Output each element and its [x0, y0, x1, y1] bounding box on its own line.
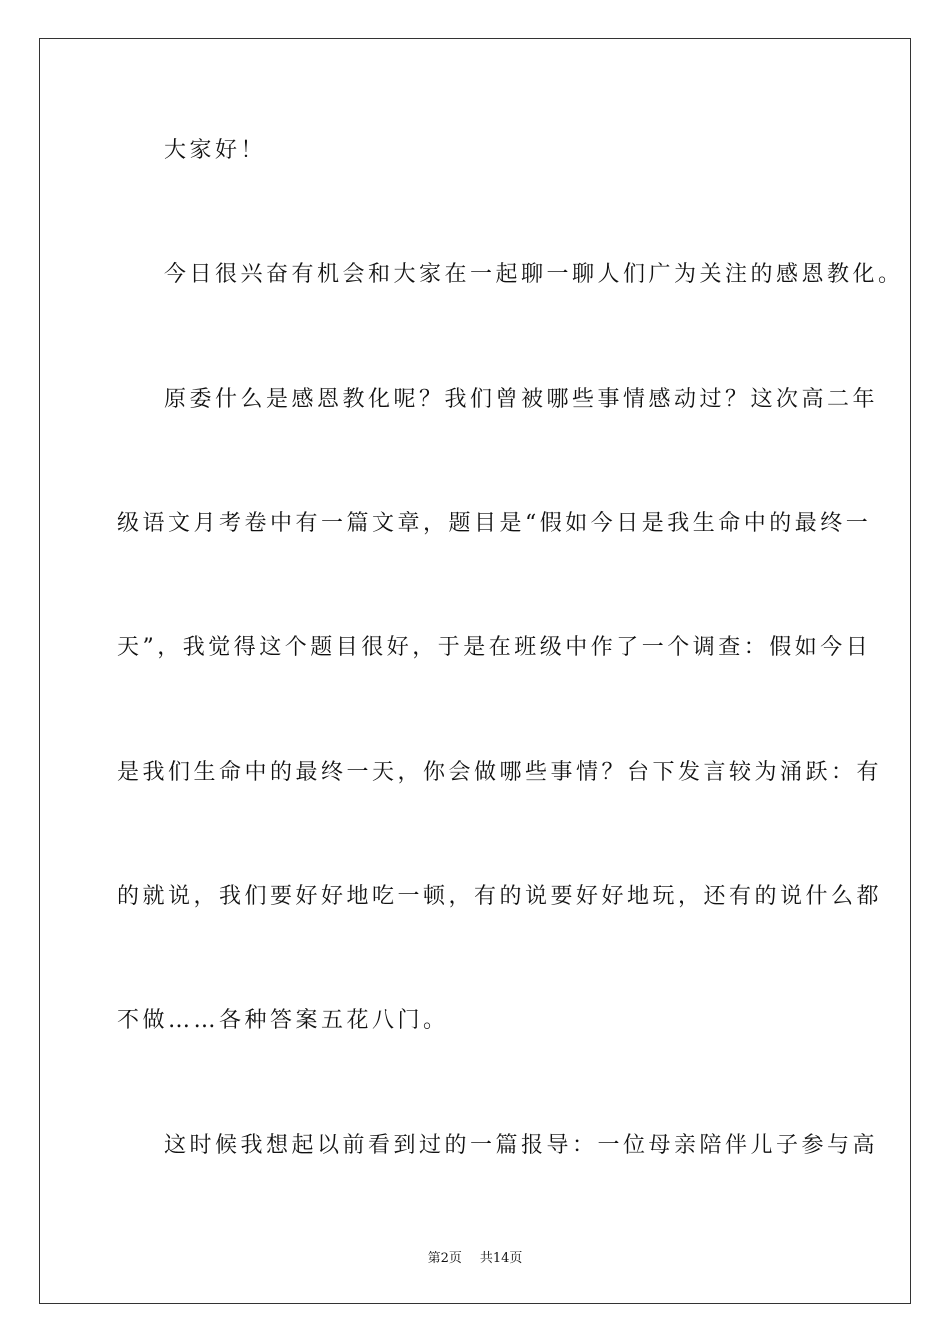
paragraph-line: 是我们生命中的最终一天，你会做哪些事情？台下发言较为涌跃：有 — [117, 760, 883, 785]
paragraph-line: 这时候我想起以前看到过的一篇报导：一位母亲陪伴儿子参与高 — [164, 1133, 879, 1158]
paragraph-line: 的就说，我们要好好地吃一顿，有的说要好好地玩，还有的说什么都 — [117, 884, 883, 909]
paragraph-line: 天”，我觉得这个题目很好，于是在班级中作了一个调查：假如今日 — [117, 635, 872, 660]
paragraph-line: 级语文月考卷中有一篇文章，题目是“假如今日是我生命中的最终一 — [117, 511, 872, 536]
page-footer — [0, 1247, 950, 1266]
page-frame — [39, 38, 911, 1304]
paragraph-line: 原委什么是感恩教化呢？我们曾被哪些事情感动过？这次高二年 — [164, 387, 879, 412]
paragraph-line: 不做……各种答案五花八门。 — [117, 1008, 449, 1033]
greeting-line: 大家好！ — [164, 138, 267, 163]
page-total: 共14页 — [479, 1251, 523, 1266]
paragraph-line: 今日很兴奋有机会和大家在一起聊一聊人们广为关注的感恩教化。 — [164, 262, 904, 287]
page-number: 第2页 — [427, 1251, 462, 1266]
